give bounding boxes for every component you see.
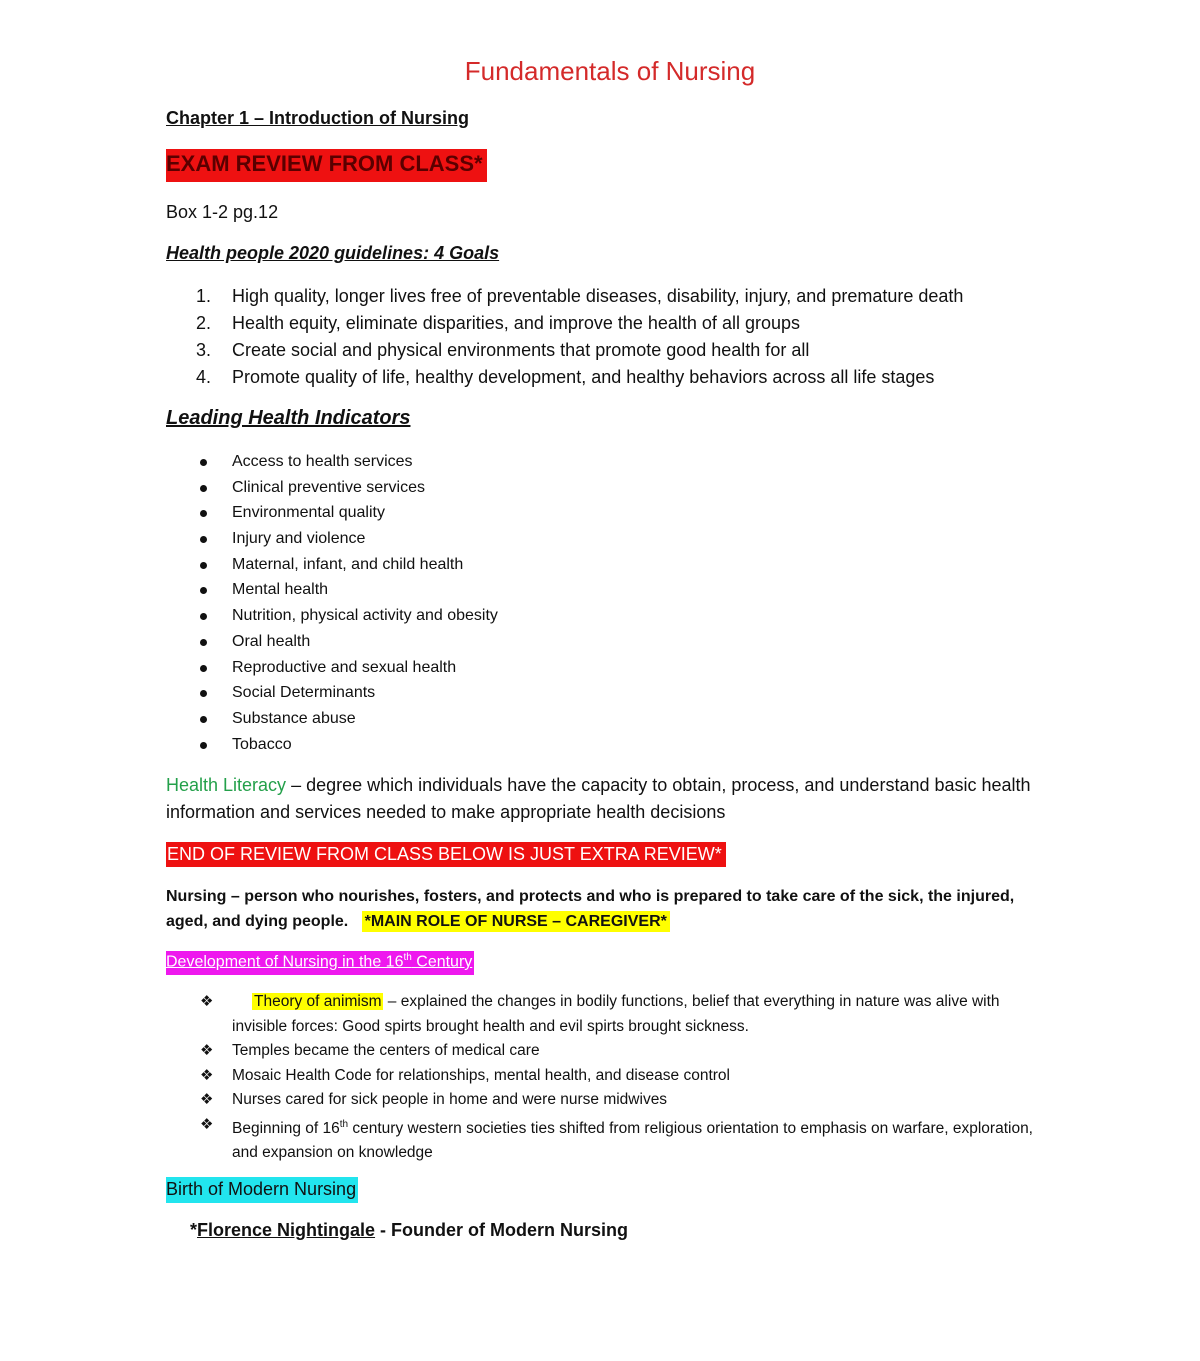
history-text: Beginning of 16	[232, 1119, 340, 1137]
bullet-icon	[200, 587, 207, 594]
bullet-icon	[200, 510, 207, 517]
indicator-item	[196, 449, 498, 475]
goal-text: Create social and physical environments that promote good health for all	[232, 340, 810, 360]
indicator-text: Oral health	[232, 632, 311, 650]
development-heading-text: Development of Nursing in the 16	[166, 953, 404, 971]
main-role-highlight: *MAIN ROLE OF NURSE – CAREGIVER*	[362, 911, 670, 932]
nursing-definition	[166, 884, 1046, 934]
bullet-icon	[200, 459, 207, 466]
bullet-icon	[200, 485, 207, 492]
indicator-item	[196, 706, 498, 732]
indicator-text: Reproductive and sexual health	[232, 658, 457, 676]
development-heading-sup: th	[403, 952, 412, 963]
goal-text: Health equity, eliminate disparities, and improve the health of all groups	[232, 313, 800, 333]
goal-text: High quality, longer lives free of preventable diseases, disability, injury, and premature death	[232, 286, 964, 306]
document-title: Fundamentals of Nursing	[464, 56, 756, 86]
history-text: – explained the changes in bodily functions, belief that everything in nature was alive with invisible forces: Good spirts brought health and evil spirts brought sickness.	[232, 993, 1000, 1035]
exam-review-banner: EXAM REVIEW FROM CLASS*	[166, 149, 487, 182]
bullet-icon	[200, 613, 207, 620]
history-list	[196, 990, 1046, 1166]
indicator-text: Social Determinants	[232, 684, 376, 702]
indicator-item	[196, 732, 498, 758]
goal-item	[196, 310, 963, 337]
bullet-icon	[200, 562, 207, 569]
development-heading-tail: Century	[411, 953, 473, 971]
florence-name: Florence Nightingale	[197, 1220, 376, 1240]
nursing-definition-text: Nursing – person who nourishes, fosters, and protects and who is prepared to take care of the sick, the injured, aged, and dying people.	[166, 888, 1015, 930]
indicator-text: Tobacco	[232, 735, 292, 753]
indicators-heading: Leading Health Indicators	[166, 407, 411, 429]
chapter-heading: Chapter 1 – Introduction of Nursing	[166, 108, 470, 128]
goal-number: 2.	[196, 313, 212, 333]
goals-list	[196, 283, 963, 391]
history-item	[196, 1039, 1046, 1064]
history-sup: th	[339, 1118, 349, 1130]
health-literacy-definition: – degree which individuals have the capacity to obtain, process, and understand basic health information and services needed to make appropriate health decisions	[166, 775, 1031, 822]
history-text-tail: century western societies ties shifted from religious orientation to emphasis on warfare, exploration, and expansion on knowledge	[232, 1119, 1033, 1162]
indicator-item	[196, 603, 498, 629]
birth-heading: Birth of Modern Nursing	[166, 1177, 358, 1203]
indicators-list	[196, 449, 498, 757]
bullet-icon	[200, 639, 207, 646]
bullet-icon	[200, 716, 207, 723]
history-text: Temples became the centers of medical care	[232, 1042, 540, 1059]
goals-heading: Health people 2020 guidelines: 4 Goals	[166, 243, 500, 263]
bullet-icon	[200, 742, 207, 749]
development-heading	[166, 951, 474, 975]
goal-text: Promote quality of life, healthy development, and healthy behaviors across all life stages	[232, 367, 935, 387]
indicator-item	[196, 577, 498, 603]
florence-suffix: - Founder of Modern Nursing	[375, 1220, 629, 1240]
goal-item	[196, 283, 963, 310]
bullet-icon	[200, 690, 207, 697]
indicator-item	[196, 629, 498, 655]
end-review-banner: END OF REVIEW FROM CLASS BELOW IS JUST EXTRA REVIEW*	[166, 842, 726, 867]
diamond-bullet-icon: ❖	[200, 1091, 214, 1108]
health-literacy-paragraph	[166, 772, 1046, 826]
indicator-item	[196, 680, 498, 706]
diamond-bullet-icon: ❖	[200, 1066, 214, 1084]
history-text: Mosaic Health Code for relationships, mental health, and disease control	[232, 1066, 730, 1084]
history-item	[196, 1064, 1046, 1089]
history-item	[196, 1113, 1046, 1166]
indicator-item	[196, 526, 498, 552]
indicator-text: Access to health services	[232, 453, 413, 470]
goal-number: 4.	[196, 367, 212, 387]
indicator-text: Environmental quality	[232, 504, 385, 522]
bullet-icon	[200, 665, 207, 672]
indicator-text: Injury and violence	[232, 530, 366, 548]
florence-prefix: *	[190, 1220, 198, 1240]
history-text: Nurses cared for sick people in home and were nurse midwives	[232, 1091, 668, 1108]
history-item	[196, 1088, 1046, 1113]
health-literacy-term: Health Literacy	[166, 775, 287, 795]
box-reference: Box 1-2 pg.12	[166, 202, 279, 222]
indicator-text: Substance abuse	[232, 709, 356, 727]
indicator-item	[196, 475, 498, 501]
diamond-bullet-icon: ❖	[200, 1115, 214, 1133]
indicator-text: Maternal, infant, and child health	[232, 555, 464, 573]
florence-line	[190, 1220, 628, 1241]
diamond-bullet-icon: ❖	[200, 1042, 214, 1059]
indicator-item	[196, 655, 498, 681]
history-item	[196, 990, 1046, 1039]
goal-item	[196, 337, 963, 364]
indicator-item	[196, 552, 498, 578]
indicator-text: Mental health	[232, 581, 329, 599]
indicator-text: Nutrition, physical activity and obesity	[232, 607, 498, 625]
goal-item	[196, 364, 963, 391]
indicator-text: Clinical preventive services	[232, 478, 425, 496]
diamond-bullet-icon: ❖	[200, 993, 214, 1010]
goal-number: 1.	[196, 286, 212, 306]
goal-number: 3.	[196, 340, 212, 360]
indicator-item	[196, 500, 498, 526]
bullet-icon	[200, 536, 207, 543]
animism-highlight: Theory of animism	[254, 993, 382, 1010]
